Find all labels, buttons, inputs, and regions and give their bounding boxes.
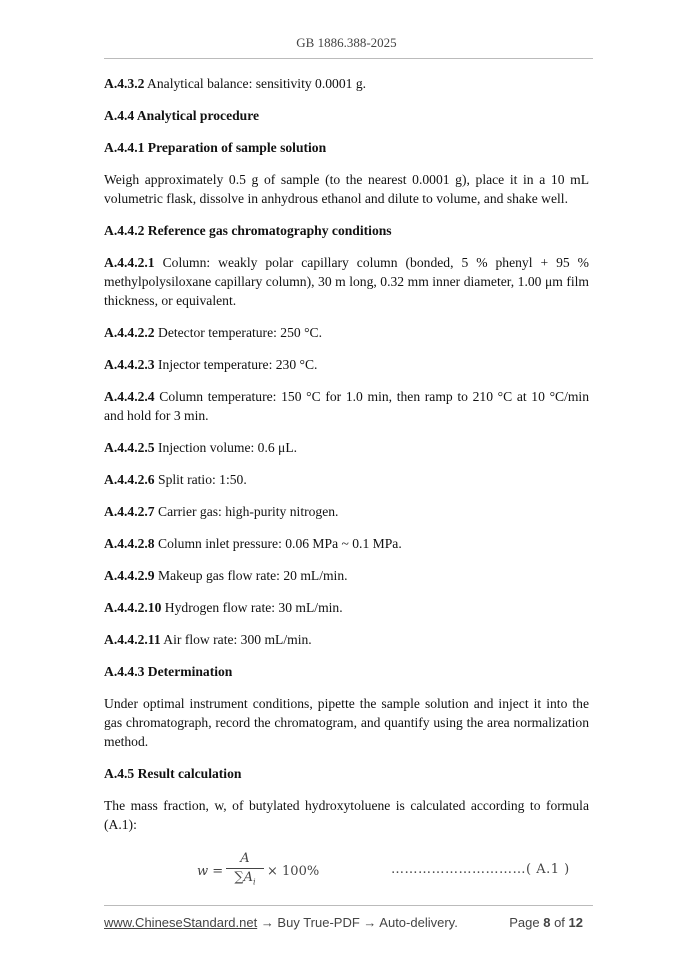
footer-tagline: → Buy True-PDF → Auto-delivery. <box>257 915 458 930</box>
page-total: 12 <box>568 915 583 930</box>
paragraph-text: Analytical balance: sensitivity 0.0001 g. <box>144 76 367 91</box>
clause-number: A.4.4.2.10 <box>104 600 162 615</box>
clause-number: A.4.4.2.3 <box>104 357 155 372</box>
section-heading: A.4.4.2 Reference gas chromatography conditions <box>104 223 392 238</box>
clause-number: A.4.4.2.5 <box>104 440 155 455</box>
footer-rule <box>104 905 593 906</box>
paragraph-text: Column: weakly polar capillary column (bonded, 5 % phenyl + 95 % methylpolysiloxane capillary column), 30 m long, 0.32 mm inner diameter, 1.00 μm film thickness, or equivalent. <box>104 255 589 308</box>
paragraph-text: Column inlet pressure: 0.06 MPa ~ 0.1 MPa. <box>154 536 402 551</box>
paragraph <box>104 74 589 93</box>
paragraph <box>104 470 589 489</box>
clause-number: A.4.4.2.2 <box>104 325 155 340</box>
section-heading: A.4.4 Analytical procedure <box>104 108 260 123</box>
paragraph-text: Injection volume: 0.6 μL. <box>154 440 298 455</box>
formula-lhs: w = <box>197 864 224 879</box>
paragraph-text: The mass fraction, w, of butylated hydroxytoluene is calculated according to formula (A.1): <box>104 798 589 832</box>
paragraph <box>104 323 589 342</box>
paragraph-text: Column temperature: 150 °C for 1.0 min, then ramp to 210 °C at 10 °C/min and hold for 3 min. <box>104 389 589 423</box>
formula-a1 <box>104 850 593 890</box>
paragraph-text: Injector temperature: 230 °C. <box>154 357 318 372</box>
paragraph-text: Split ratio: 1:50. <box>154 472 247 487</box>
paragraph-text: Air flow rate: 300 mL/min. <box>160 632 312 647</box>
paragraph <box>104 630 589 649</box>
paragraph-text: Hydrogen flow rate: 30 mL/min. <box>161 600 343 615</box>
paragraph <box>104 566 589 585</box>
paragraph <box>104 253 589 310</box>
document-body <box>104 74 589 847</box>
paragraph <box>104 170 589 208</box>
section-heading: A.4.5 Result calculation <box>104 766 242 781</box>
clause-number: A.4.4.2.6 <box>104 472 155 487</box>
paragraph <box>104 355 589 374</box>
clause-number: A.4.3.2 <box>104 76 145 91</box>
formula-times: × 100% <box>267 864 320 879</box>
formula-subscript: i <box>253 877 256 887</box>
clause-number: A.4.4.2.11 <box>104 632 161 647</box>
paragraph-text: Makeup gas flow rate: 20 mL/min. <box>154 568 348 583</box>
paragraph <box>104 502 589 521</box>
paragraph <box>104 438 589 457</box>
page-number: 8 <box>543 915 551 930</box>
section-heading: A.4.4.1 Preparation of sample solution <box>104 140 327 155</box>
paragraph <box>104 694 589 751</box>
paragraph-text: Detector temperature: 250 °C. <box>154 325 322 340</box>
formula-label: ( A.1 ) <box>526 862 570 877</box>
of-word: of <box>550 915 569 930</box>
formula-numerator: A <box>226 850 264 869</box>
paragraph-text: Under optimal instrument conditions, pipette the sample solution and inject it into the gas chromatograph, record the chromatogram, and quantify using the area normalization method. <box>104 696 589 749</box>
header-rule <box>104 58 593 59</box>
clause-number: A.4.4.2.7 <box>104 504 155 519</box>
page-indicator <box>509 915 583 930</box>
clause-number: A.4.4.2.1 <box>104 255 155 270</box>
clause-number: A.4.4.2.4 <box>104 389 155 404</box>
footer <box>104 915 589 930</box>
formula-denominator: ∑A <box>234 870 254 885</box>
clause-number: A.4.4.2.8 <box>104 536 155 551</box>
formula-fraction <box>226 850 264 892</box>
paragraph <box>104 387 589 425</box>
formula-leader-dots: ………………………… <box>391 862 526 877</box>
site-link[interactable]: www.ChineseStandard.net <box>104 915 258 930</box>
paragraph-text: Carrier gas: high-purity nitrogen. <box>154 504 339 519</box>
clause-number: A.4.4.2.9 <box>104 568 155 583</box>
paragraph <box>104 796 589 834</box>
document-number-header: GB 1886.388-2025 <box>296 35 397 50</box>
page-word: Page <box>509 915 544 930</box>
section-heading: A.4.4.3 Determination <box>104 664 233 679</box>
paragraph-text: Weigh approximately 0.5 g of sample (to the nearest 0.0001 g), place it in a 10 mL volumetric flask, dissolve in anhydrous ethanol and dilute to volume, and shake well. <box>104 172 589 206</box>
paragraph <box>104 598 589 617</box>
paragraph <box>104 534 589 553</box>
